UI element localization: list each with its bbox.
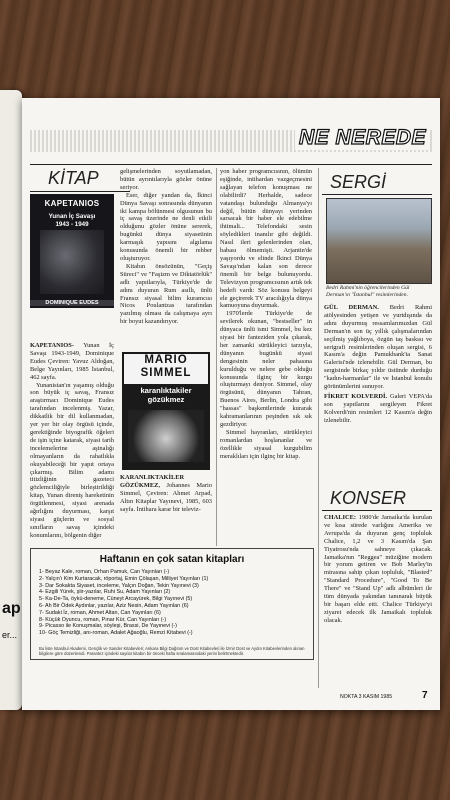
magazine-page [22, 98, 440, 710]
ne-nerede-logo: NE NEREDE [295, 126, 430, 150]
kitap-column-3 [220, 168, 312, 461]
sergi-heading: SERGİ [330, 172, 387, 192]
list-item: 4- Ezgili Yürek, şiir-yazılar, Ruhi Su, Adam Yayınları (2) [39, 589, 171, 596]
review-text: Simmel hayranları, sürükleyici romanlardan hoşlananlar ve özellikle siyasal kurgubilim meraklıları için ilginç bir kitap. [220, 428, 312, 460]
list-item: 9- Picasso ile Konuşmalar, söyleşi, Brassi, De Yayınevi (-) [39, 623, 177, 630]
concert-text: 1980'de Jamaika'da kurulan ve kısa sürede varlığını Amerika ve Avrupa'da da duyuran genç topluluk Chalice, 1,2 ve 3 Kasım'da Şan Tiyatrosu'nda sahneye çıkacak. Jamaika'nın "Reggea" müziğine modern bir yorum getiren ve Bob Marley'in mirasına sahip çıkan topluluk, "Blasted" "Standard Procedure", "Good To Be There" ve "Stand Up" adlı albümleri ile tüm dünyada yakından tanınarak büyük bir başarı elde etti. Chalice Türkiye'yi ziyaret edecek ilk Jamaikalı topluluk olacak. [324, 514, 432, 624]
page-number: 7 [422, 690, 428, 701]
divider [30, 164, 432, 165]
exhibit-lead: FİKRET KOLVERDİ. [324, 392, 388, 400]
konser-heading: KONSER [330, 488, 407, 508]
konser-text [324, 514, 432, 625]
page-footer: NOKTA 3 KASIM 1985 [340, 694, 393, 700]
simmel-book-cover [122, 352, 210, 470]
previous-page-edge [0, 90, 22, 710]
exhibit-text: Galeri VEPA'da son yapıtlarını sergileyen Fikret Kolverdi'nin resimleri 12 Kasım'a değin izlenebilir. [324, 392, 433, 424]
concert-lead: CHALICE: [324, 514, 356, 521]
exhibit-text: Bedri Rahmi atölyesinden yetişen ve yurtdışında da adını duyurmuş ressamlarımızdan Gül Derman'ın son üç yıllık çalışmalarından seçilmiş yağlıboya, özgün taş baskısı ve serigrafi resimlerinden oluşan sergisi, 6 Kasım'a değin Pamukbank'ta Sanat Galerisi'nde izlenebilir. Gül Derman, bu sergisinde birkaç yıldır üstünde durduğu "kadın-harmanlar" ile ve İstanbul konulu görünümlerini sunuyor. [324, 304, 432, 391]
review-text: Johannes Mario Simmel, Çeviren: Ahmet Arpad, Altın Kitaplar Yayınevi, 1985, 603 sayfa. İntihara karar bir televiz- [120, 481, 212, 513]
bestseller-footnote: Bu liste İstanbul Akademi, Gençlik ve Sander Kitabevleri; Ankara Bilgi Dağıtım ve Dost Kitabevleri ile İzmir Dost ve Aydın Kitabevlerinden alınan bilgilere göre düzenlendi. Parantez içindeki sayılar kitabın bir önceki hafta sıralamasındaki yerini belirtmektedir. [39, 646, 305, 656]
list-item: 10- Göç Temizliği, anı-roman, Adalet Ağaoğlu, Remzi Kitabevi (-) [39, 630, 193, 637]
prev-page-fragment: er... [2, 630, 18, 640]
bestseller-list [39, 569, 299, 637]
list-item: 5- Ka-De-Ta, öykü-deneme, Cüneyt Arcayürek, Bilgi Yayınevi (5) [39, 596, 193, 603]
book-cover-title: KAPETANIOS [44, 199, 100, 208]
exhibit-lead: GÜL DERMAN. [324, 304, 379, 311]
kitap-column-1 [30, 342, 114, 540]
review-text: Kitabın önsözünün, "Geçiş Süreci" ve "Faşizm ve Diktatörlük" adlı yapıtlarıyla, Türkiye'de de adını duyuran Rum asıllı, ünlü Fransız siyasal bilim kuramcısı Nicos Poulantzas tarafından yazılmış olması da calışmaya ayrı bir boyut kazandırıyor. [120, 262, 212, 326]
list-item: 6- Ah Bir Ödek Aydınlar, yazılar, Aziz Nesin, Adam Yayınları (6) [39, 602, 189, 609]
column-divider [318, 168, 319, 688]
kitap-heading: KİTAP [48, 168, 99, 188]
review-text: Yunan İç Savaşı 1943-1949, Dominique Eudes Çeviren: Yavuz Aldoğan, Belge Yayınları, 1985 İstanbul, 462 sayfa. [30, 342, 114, 381]
review-text: 1970'lerde Türkiye'de de sevilerek okunan, "bestseller" in dünyaca ünlü ismi Simmel, bu kez siyasi bir fanteziden yola çıkarak, her zamanki sürükleyici tarzıyla, dünyanın bugünkü siyasi dengesinin neler pahasına kurulduğu ve nelere gebe olduğu konusunda ilginç bir kurgu oluşturmayı deniyor. Simmel, olay örgüsünü, dünyanın Tahran, Buenos Aires, Berlin, Londra gibi "hassas" başkentlerinde kurarak kahramanlarının peşinden sık sık gezdiriyor. [220, 310, 312, 428]
list-item: 3- Dar Sokakta Siyaset, inceleme, Yalçın Doğan, Tekin Yayınevi (3) [39, 582, 199, 589]
kitap-column-2 [120, 168, 212, 326]
list-item: 1- Beyaz Kale, roman, Orhan Pamuk, Can Yayınları (-) [39, 569, 170, 575]
kitap-column-2-bottom [120, 474, 212, 514]
book-cover-author: DOMINIQUE EUDES [30, 300, 114, 306]
book-cover-subtitle [30, 213, 114, 229]
book-cover-subtitle: karanlıktakiler gözükmez [140, 386, 192, 404]
section-header [30, 122, 432, 160]
book-cover-subtitle-text: Yunan İç Savaşı [48, 213, 96, 220]
review-text: Eser, diğer yandan da, İkinci Dünya Savaşı sonrasında dünyanın iki kampa bölünmesi olgusunun bu iç savaş üzerinde ne denli etkili olduğunu gözler önüne sererek, bugünkü dünya siyasetinin karmaşık yapısını algılama konusunda önemli bir rehber oluşturuyor. [120, 191, 212, 262]
painting-caption: Bedri Rahmi'nin öğrencilerinden Gül Derman'ın "İstanbul" resimlerinden. [326, 285, 410, 298]
list-item: 8- Küçük Oyuncu, roman, Pınar Kür, Can Yayınları (-) [39, 616, 167, 623]
list-item: 2- Yalçın'ı Kim Kurtaracak, röportaj, Emin Çölaşan, Milliyet Yayınları (1) [39, 575, 209, 582]
review-text: gelişmelerinden soyutlamadan, bütün ayrıntılarıyla gözler önüne seriyor. [120, 168, 212, 191]
sergi-text [324, 304, 432, 425]
bestseller-box [30, 548, 314, 660]
review-lead: KARANLIKTAKİLER GÖZÜKMEZ, [120, 474, 185, 489]
book-cover-image [40, 230, 104, 294]
review-text: Yunanistan'ın yaşamış olduğu son büyük iç savaş, Fransız araştırmacı Dominique Eudes tarafından incelenmiş. Yazar, dikkatlik bir dil kullanmadan, yer yer bir olay örgüsü içinde, gerektiğinde biyografik öğeleri de işin içine katarak, siyasi tarih incelemelerine aşinalığı olmayanların da rahatlıkla okuyabileceği bir yapıt ortaya çıkarmış. Bilim adamı titizliğinin gazeteci gözlemciliğiyle birleştirildiği kitap, Yunan direniş hareketinin örgütlenmesi, siyasi arenada ağırlığını duyurması, karşıt siyasi güçlerin ve sosyal sınıfların savaş içindeki konumlarını, bölgenin diğer [30, 381, 114, 539]
divider [322, 194, 432, 195]
column-divider [216, 168, 217, 546]
book-cover-title: MARIO SIMMEL [124, 354, 208, 384]
book-cover-years: 1943 - 1949 [55, 221, 89, 228]
prev-page-fragment: ap [2, 600, 21, 617]
divider [30, 191, 130, 192]
bestseller-heading: Haftanın en çok satan kitapları [99, 554, 245, 565]
kapetanios-book-cover [30, 194, 114, 308]
book-cover-image [128, 410, 204, 462]
review-text: yon haber programcısının, ölümün eşiğinde, intihardan vazgeçmesini sağlayan telefon konuşması ne olabilirdi? Herhalde, sadece vatandaşı bulunduğu Almanya'yı değil, bütün dünyayı yerinden sarsacak bir haber ele edebilme ihtimali... Telefondaki sesin söyledikleri inanılır gibi değildi. Nasıl ileri gelenlerinden olan, babası ölmemişti. Arjantin'de yaşıyordu ve elinde İkinci Dünya Savaşı'ndan kalan son derece önemli bir belge bulunuyordu. Televizyon programcısının artık tek hedefi vardı: Söz konusu belgeyi ele geçirerek TV aracılığıyla dünya kamuoyuna duyurmak. [220, 168, 312, 310]
gul-derman-painting [326, 198, 432, 284]
list-item: 7- Sudaki İz, roman, Ahmet Altan, Can Yayınları (6) [39, 609, 161, 616]
divider [322, 510, 432, 511]
review-lead: KAPETANIOS- [30, 342, 74, 349]
